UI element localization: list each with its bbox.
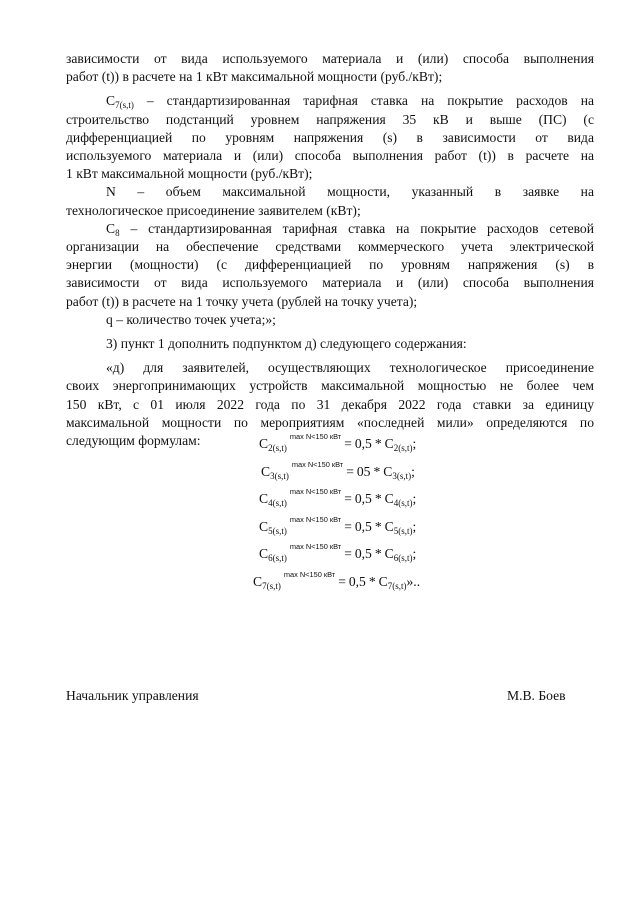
formula-c2: $С_{2(s,t)}^{max N<150 кВт} = 0,5 * С_{2(s,t)}$;	[259, 432, 417, 453]
formula-c6: $С_{6(s,t)}^{max N<150 кВт} = 0,5 * С_{6(s,t)}$;	[259, 542, 417, 563]
c8-definition: $С_8$ – стандартизированная тарифная ставка на покрытие расходов сетевой	[106, 220, 594, 238]
signature-title: Начальник управления	[66, 688, 199, 703]
paragraph-cont-2: работ (t)) в расчете на 1 кВт максимальной мощности (руб./кВт);	[66, 69, 443, 85]
subitem-d: «д) для заявителей, осуществляющих технологическое присоединение	[106, 360, 594, 376]
formula-c5: $С_{5(s,t)}^{max N<150 кВт} = 0,5 * С_{5(s,t)}$;	[259, 515, 417, 536]
c7-definition: $С_{7(s,t)}$ – стандартизированная тарифная ставка на покрытие расходов на	[106, 93, 594, 111]
paragraph-cont-1: зависимости от вида используемого материала и (или) способа выполнения	[66, 51, 594, 66]
document-body: зависимости от вида используемого материала и (или) способа выполнения работ (t)) в расчете на 1 кВт максимальной мощности (руб./кВт); $С_{7(s,t)}$ – стандартизированная тарифная ставка на покрытие расходов на строительство подстанций уровнем напряжения 35 кВ и выше (ПС) (с дифференциацией по уровням напряжения (s) в зависимости от вида используемого материала и (или) способа выполнения работ (t)) в расчете на 1 кВт максимальной мощности (руб./кВт); N – объем максимальной мощности, указанный в заявке на технологическое присоединение заявителем (кВт); $С_8$ – стандартизированная тарифная ставка на покрытие расходов сетевой организации на обеспечение средствами коммерческого учета электрической энергии (мощности) (с дифференциацией по уровням напряжения (s) в зависимости от вида используемого материала и (или) способа выполнения работ (t)) в расчете на 1 точку учета (рублей на точку учета); q – количество точек учета;»; 3) пункт 1 дополнить подпунктом д) следующего содержания: «д) для заявителей, осуществляющих технологическое присоединение своих энергопринимающих устройств максимальной мощностью не более чем 150 кВт, с 01 июля 2022 года по 31 декабря 2022 года ставки за единицу максимальной мощности по мероприятиям «последней мили» определяются по следующим формулам: $С_{2(s,t)}^{max N<150 кВт} = 0,5 * С_{2(s,t)}$; $С_{3(s,t)}^{max N<150 кВт} = 05 * С_{3(s,t)}$; $С_{4(s,t)}^{max N<150 кВт} = 0,5 * С_{4(s,t)}$; $С_{5(s,t)}^{max N<150 кВт} = 0,5 * С_{5(s,t)}$; $С_{6(s,t)}^{max N<150 кВт} = 0,5 * С_{6(s,t)}$; $С_{7(s,t)}^{max N<150 кВт} = 0,5 * С_{7(s,t)}$»..	[66, 50, 594, 450]
signature-name: М.В. Боев	[507, 688, 566, 703]
n-definition: N – объем максимальной мощности, указанный в заявке на	[106, 184, 594, 200]
q-definition: q – количество точек учета;»;	[106, 311, 276, 327]
formula-c7: $С_{7(s,t)}^{max N<150 кВт} = 0,5 * С_{7(s,t)}$»..	[253, 570, 421, 591]
item-3: 3) пункт 1 дополнить подпунктом д) следующего содержания:	[106, 336, 467, 352]
formula-c3: $С_{3(s,t)}^{max N<150 кВт} = 05 * С_{3(s,t)}$;	[261, 460, 415, 481]
formula-c4: $С_{4(s,t)}^{max N<150 кВт} = 0,5 * С_{4(s,t)}$;	[259, 487, 417, 508]
